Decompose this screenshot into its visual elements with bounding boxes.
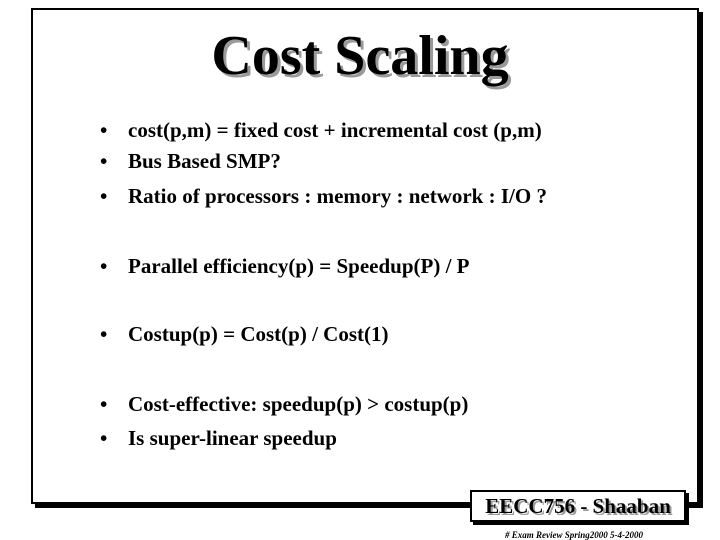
bullet-text: cost(p,m) = fixed cost + incremental cost (p,m) (128, 118, 542, 142)
footer-info: # Exam Review Spring2000 5-4-2000 (505, 530, 644, 540)
bullet-marker: • (100, 118, 108, 142)
bullet-text: Ratio of processors : memory : network : I/O ? (128, 184, 547, 208)
bullet-marker: • (100, 254, 108, 278)
bullet-marker: • (100, 426, 108, 450)
bullet-text: Costup(p) = Cost(p) / Cost(1) (128, 322, 389, 346)
bullet-text: Is super-linear speedup (128, 426, 337, 450)
bullet-marker: • (100, 184, 108, 208)
bullet-item (100, 149, 281, 174)
bullet-marker: • (100, 392, 108, 416)
bullet-item (100, 426, 337, 451)
bullet-item (100, 254, 470, 279)
bullet-text: Parallel efficiency(p) = Speedup(P) / P (128, 254, 470, 278)
bullet-item (100, 392, 468, 417)
bullet-item (100, 118, 542, 143)
bullet-marker: • (100, 149, 108, 173)
bullet-item (100, 184, 547, 209)
bullet-text: Bus Based SMP? (128, 149, 281, 173)
bullet-marker: • (100, 322, 108, 346)
course-footer-label: EECC756 - Shaaban (470, 490, 686, 522)
bullet-text: Cost-effective: speedup(p) > costup(p) (128, 392, 469, 416)
bullet-item (100, 322, 388, 347)
slide-title: Cost Scaling (211, 25, 509, 87)
